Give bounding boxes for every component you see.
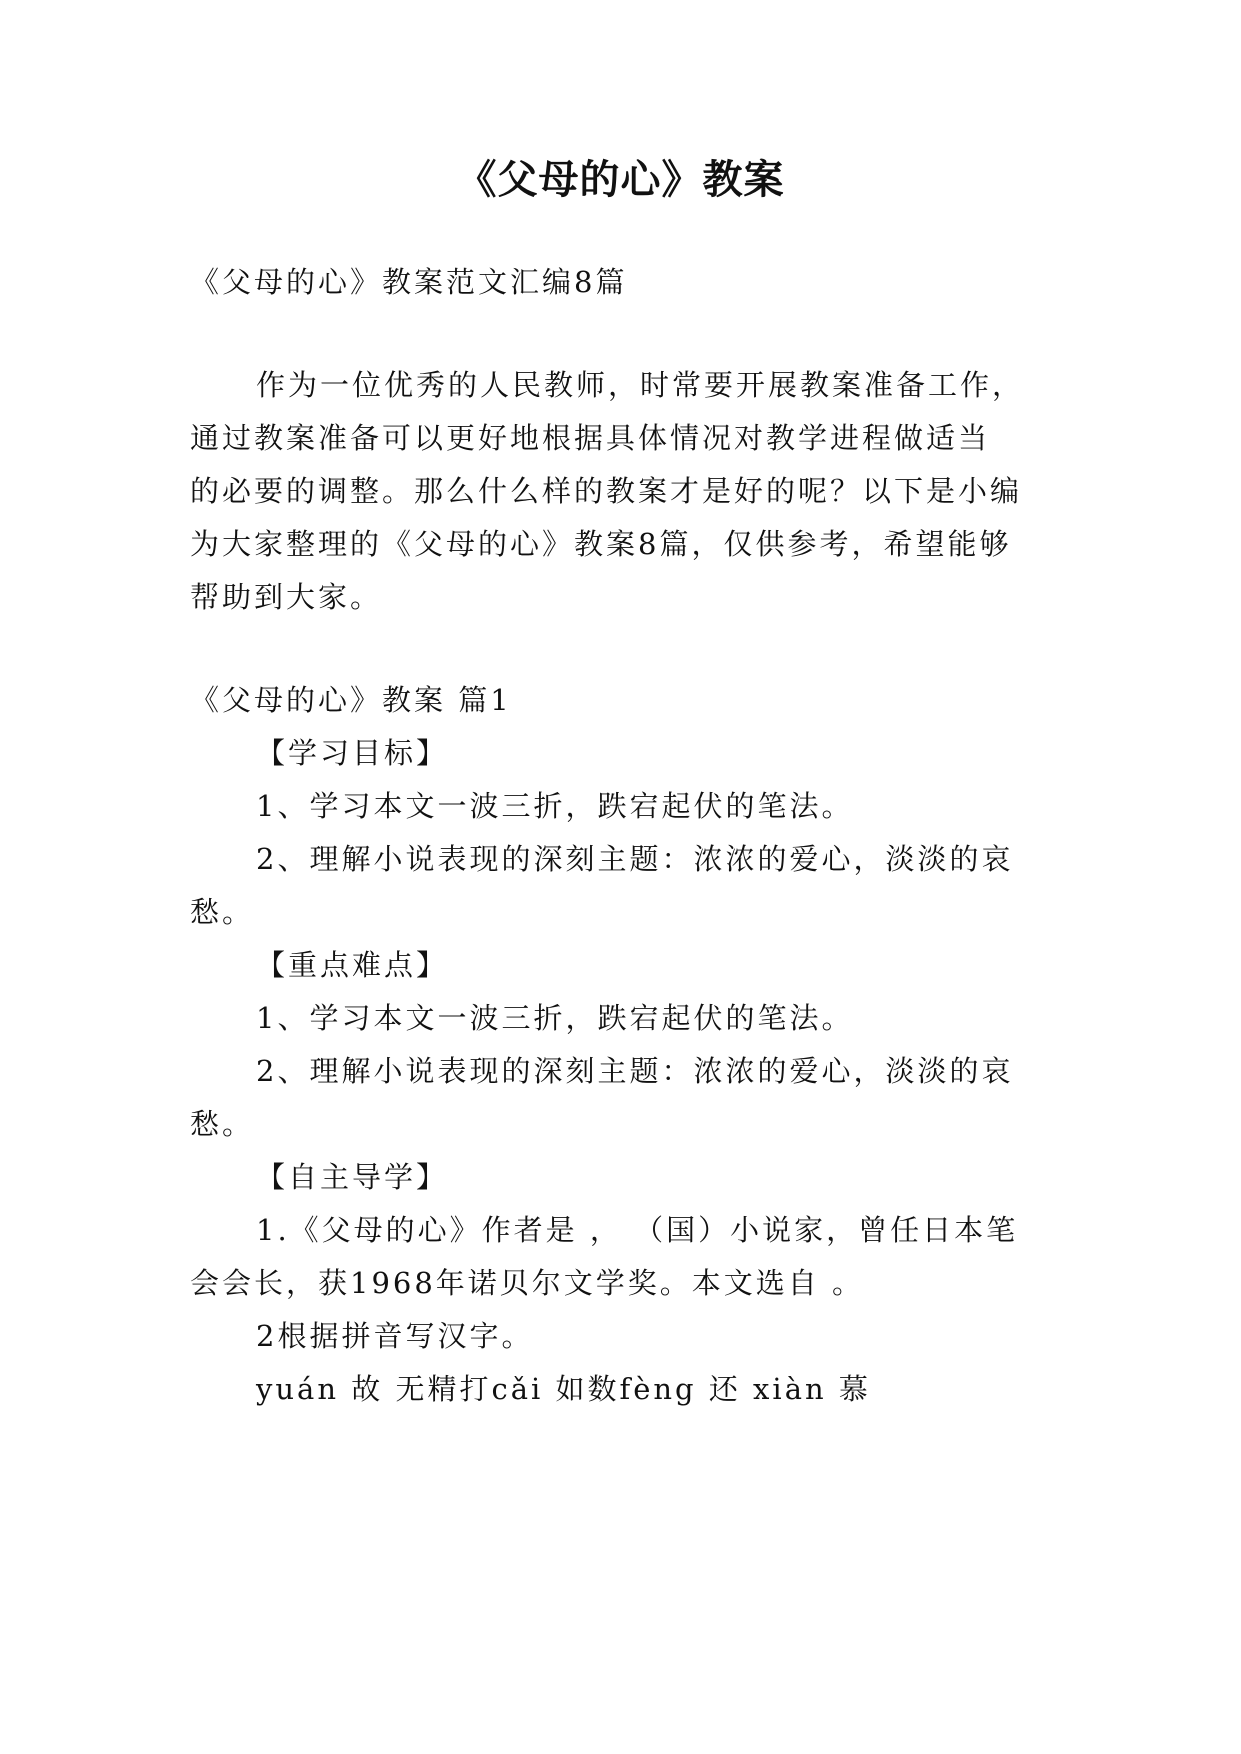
- self-study-item-2: 2根据拼音写汉字。: [256, 1319, 534, 1353]
- document-title: 《父母的心》教案: [456, 157, 785, 203]
- intro-line-3: 的必要的调整。那么什么样的教案才是好的呢？以下是小编: [190, 474, 1023, 508]
- key-points-heading: 【重点难点】: [256, 948, 449, 982]
- key-points-item-2-line-1: 2、理解小说表现的深刻主题：浓浓的爱心，淡淡的哀: [256, 1054, 1014, 1088]
- goals-item-2-line-1: 2、理解小说表现的深刻主题：浓浓的爱心，淡淡的哀: [256, 842, 1014, 876]
- goals-item-1: 1、学习本文一波三折，跌宕起伏的笔法。: [256, 789, 854, 823]
- self-study-item-1-line-2: 会会长，获1968年诺贝尔文学奖。本文选自 。: [190, 1266, 865, 1300]
- self-study-heading: 【自主导学】: [256, 1160, 449, 1194]
- intro-line-5: 帮助到大家。: [190, 580, 383, 614]
- intro-line-2: 通过教案准备可以更好地根据具体情况对教学进程做适当: [190, 421, 991, 455]
- intro-line-4: 为大家整理的《父母的心》教案8篇，仅供参考，希望能够: [190, 527, 1012, 561]
- key-points-item-1: 1、学习本文一波三折，跌宕起伏的笔法。: [256, 1001, 854, 1035]
- document-subtitle: 《父母的心》教案范文汇编8篇: [190, 265, 628, 299]
- goals-heading: 【学习目标】: [256, 736, 449, 770]
- goals-item-2-line-2: 愁。: [190, 895, 255, 929]
- pinyin-exercise: yuán 故 无精打cǎi 如数fèng 还 xiàn 慕: [256, 1372, 871, 1406]
- section-heading: 《父母的心》教案 篇1: [190, 683, 512, 717]
- intro-line-1: 作为一位优秀的人民教师，时常要开展教案准备工作，: [256, 368, 1025, 402]
- key-points-item-2-line-2: 愁。: [190, 1107, 255, 1141]
- self-study-item-1-line-1: 1.《父母的心》作者是 ， （国）小说家，曾任日本笔: [256, 1213, 1019, 1247]
